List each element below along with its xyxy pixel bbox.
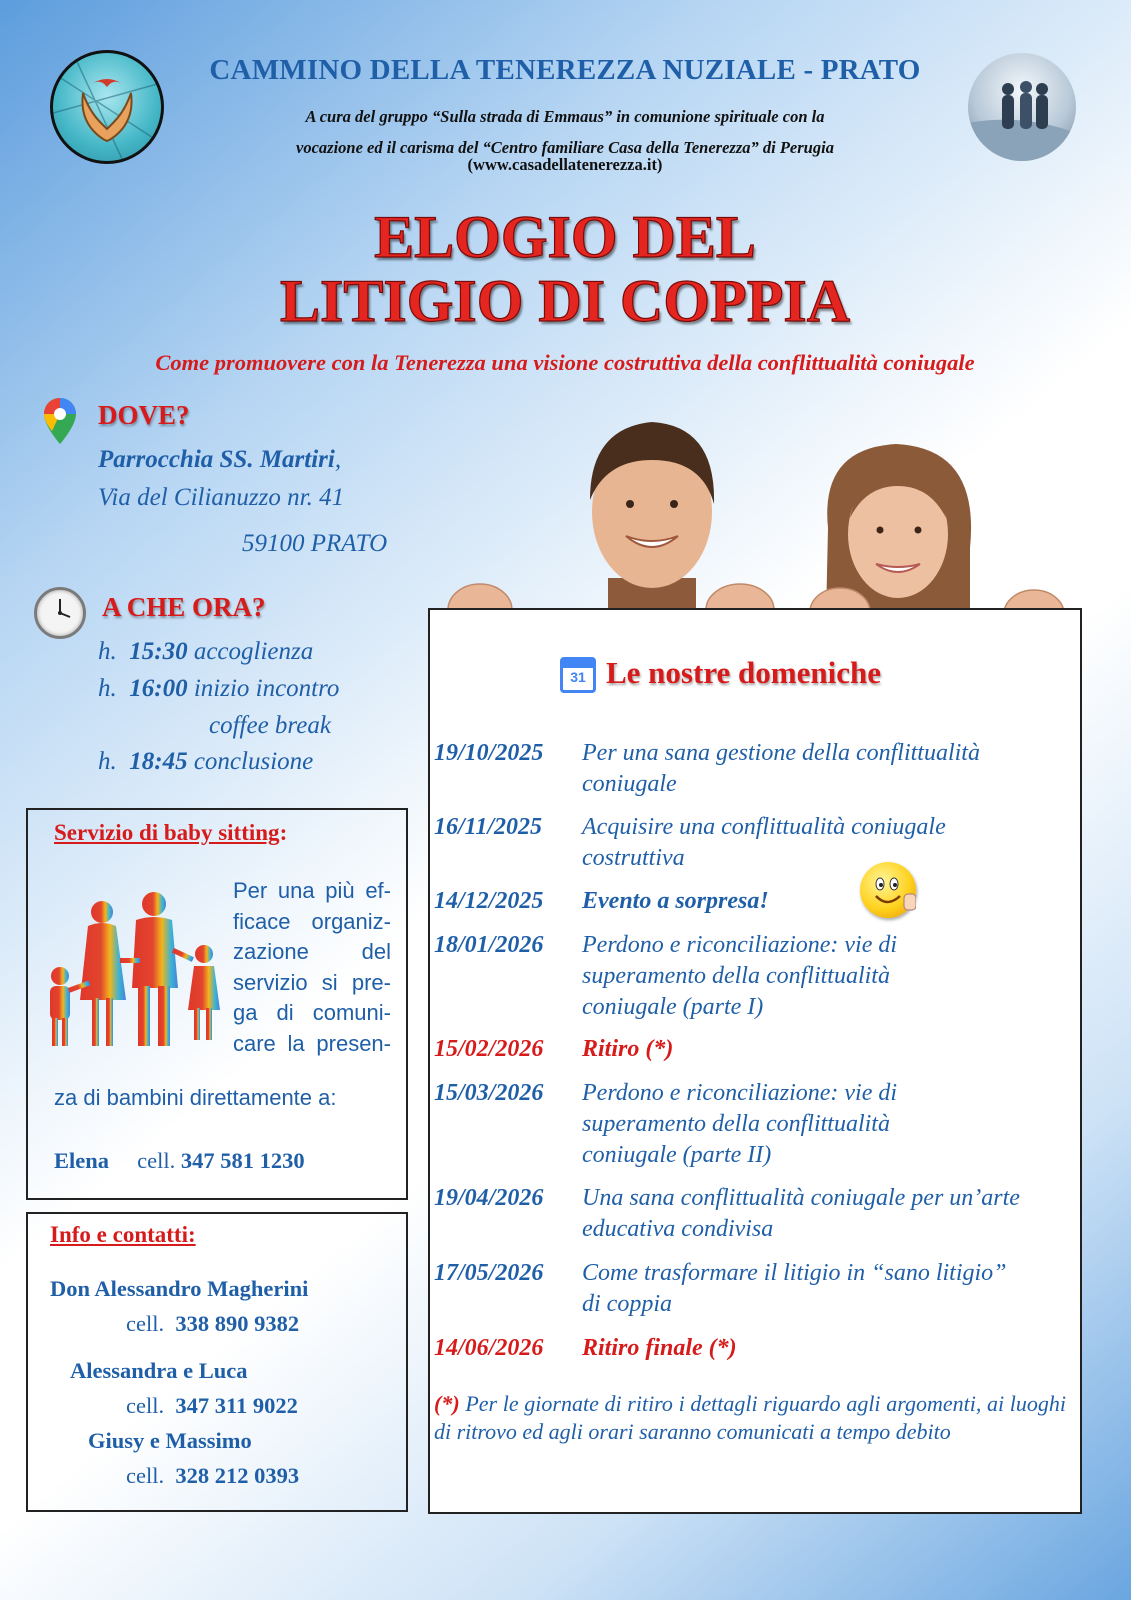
main-title-line1: ELOGIO DEL (374, 204, 756, 270)
family-silhouette-icon (44, 888, 224, 1054)
baby-contact-cell: 347 581 1230 (180, 1148, 305, 1173)
where-heading-text: DOVE (98, 400, 177, 430)
event-title: Come trasformare il litigio in “sano litigio” di coppia (582, 1260, 1007, 1317)
time-value: 18:45 (129, 748, 188, 775)
where-place-name: Parrocchia SS. Martiri (98, 446, 335, 473)
time-prefix: h. (98, 748, 117, 775)
event-date: 19/04/2026 (434, 1185, 544, 1211)
baby-text-line: ga di comuni- (233, 1000, 391, 1025)
info-title: Info e contatti: (50, 1222, 196, 1247)
smiley-thumbs-up-icon (860, 862, 916, 918)
event-title: Perdono e riconciliazione: vie di superamento della conflittualità coniugale (parte I) (582, 932, 898, 1020)
contact-cell (126, 1463, 299, 1489)
clock-icon (34, 587, 86, 639)
contact-name: Alessandra e Luca (70, 1358, 248, 1383)
event-title: Evento a sorpresa! (582, 888, 769, 914)
program-title: Le nostre domeniche (606, 655, 881, 690)
baby-text-line: ficace organiz- (233, 908, 391, 934)
calendar-icon-top (563, 660, 593, 668)
where-place (98, 446, 341, 474)
main-title-line2: LITIGIO DI COPPIA (279, 268, 851, 334)
time-row (98, 748, 313, 776)
baby-contact-cell-label: cell. (137, 1148, 176, 1173)
baby-sitting-title-colon: : (279, 820, 288, 845)
event-date: 19/10/2025 (434, 740, 544, 766)
where-street: Via del Cilianuzzo nr. 41 (98, 484, 345, 511)
note-star: (*) (434, 1391, 460, 1416)
header-subtitle-line2: vocazione ed il carisma del “Centro familiare Casa della Tenerezza” di Perugia (296, 138, 834, 157)
program-note (434, 1390, 1066, 1446)
time-row (209, 712, 331, 740)
calendar-icon-number: 31 (570, 669, 586, 685)
baby-text-line: Per una più ef- (233, 878, 391, 903)
contact-cell-number: 328 212 0393 (175, 1463, 300, 1488)
event-date: 17/05/2026 (434, 1260, 544, 1286)
tagline: Come promuovere con la Tenerezza una visione costruttiva della conflittualità coniugale (155, 350, 975, 375)
event-title: Una sana conflittualità coniugale per un’arte educativa condivisa (582, 1185, 1020, 1242)
note-text: Per le giornate di ritiro i dettagli riguardo agli argomenti, ai luoghi di ritrovo ed agli orari saranno comunicati a tempo debito (434, 1391, 1066, 1444)
time-value: 15:30 (129, 638, 188, 665)
contact-cell-number: 338 890 9382 (175, 1311, 300, 1336)
time-value: 16:00 (129, 675, 188, 702)
contact-cell-label: cell. (126, 1393, 165, 1418)
where-heading (98, 400, 190, 431)
baby-contact-name: Elena (54, 1148, 110, 1173)
header-subtitle (190, 101, 940, 163)
where-city: 59100 PRATO (242, 530, 388, 557)
event-date: 15/03/2026 (434, 1080, 544, 1106)
baby-text-line: servizio si pre- (233, 969, 391, 995)
baby-sitting-contact (54, 1148, 305, 1174)
event-title: Per una sana gestione della conflittualità coniugale (582, 740, 980, 797)
time-label: accoglienza (193, 638, 314, 665)
where-place-comma: , (334, 446, 342, 473)
contact-cell-label: cell. (126, 1311, 165, 1336)
when-heading-text: A CHE ORA (102, 592, 253, 622)
time-row (98, 675, 339, 703)
calendar-icon (560, 657, 596, 693)
event-date: 15/02/2026 (434, 1036, 544, 1062)
event-title: Ritiro (*) (582, 1036, 674, 1062)
logo-left-hands-dove (50, 50, 164, 164)
header-title: CAMMINO DELLA TENEREZZA NUZIALE - PRATO (209, 54, 921, 86)
contact-name: Don Alessandro Magherini (50, 1276, 309, 1301)
baby-sitting-text (233, 876, 391, 1059)
contact-cell-label: cell. (126, 1463, 165, 1488)
header-subtitle-line1: A cura del gruppo “Sulla strada di Emmaus” in comunione spirituale con la (305, 107, 825, 126)
time-row (98, 638, 313, 666)
baby-text-line: care la presen- (233, 1030, 391, 1056)
time-label: inizio incontro (193, 675, 340, 702)
header-website: (www.casadellatenerezza.it) (467, 155, 663, 174)
when-heading (102, 592, 266, 623)
event-date: 18/01/2026 (434, 932, 544, 958)
event-title: Acquisire una conflittualità coniugale costruttiva (582, 814, 946, 871)
baby-text-line: zazione del (233, 939, 391, 964)
baby-text-last-line: za di bambini direttamente a: (54, 1085, 337, 1110)
contact-name: Giusy e Massimo (88, 1428, 252, 1453)
couple-photo (440, 408, 1080, 640)
baby-sitting-title-text: Servizio di baby sitting (54, 820, 280, 845)
contact-cell-number: 347 311 9022 (175, 1393, 298, 1418)
event-title: Ritiro finale (*) (582, 1335, 737, 1361)
contact-cell (126, 1393, 298, 1419)
time-prefix: h. (98, 675, 117, 702)
contact-cell (126, 1311, 299, 1337)
event-date: 14/12/2025 (434, 888, 544, 914)
when-qmark: ? (252, 592, 266, 622)
map-pin-icon (42, 396, 78, 446)
event-title: Perdono e riconciliazione: vie di superamento della conflittualità coniugale (parte II) (582, 1080, 898, 1168)
logo-right-walking-figures (968, 53, 1076, 161)
event-date: 14/06/2026 (434, 1335, 544, 1361)
time-label: coffee break (209, 712, 331, 739)
time-label: conclusione (193, 748, 314, 775)
event-date: 16/11/2025 (434, 814, 543, 840)
baby-sitting-title (54, 820, 287, 846)
where-qmark: ? (176, 400, 190, 430)
time-prefix: h. (98, 638, 117, 665)
